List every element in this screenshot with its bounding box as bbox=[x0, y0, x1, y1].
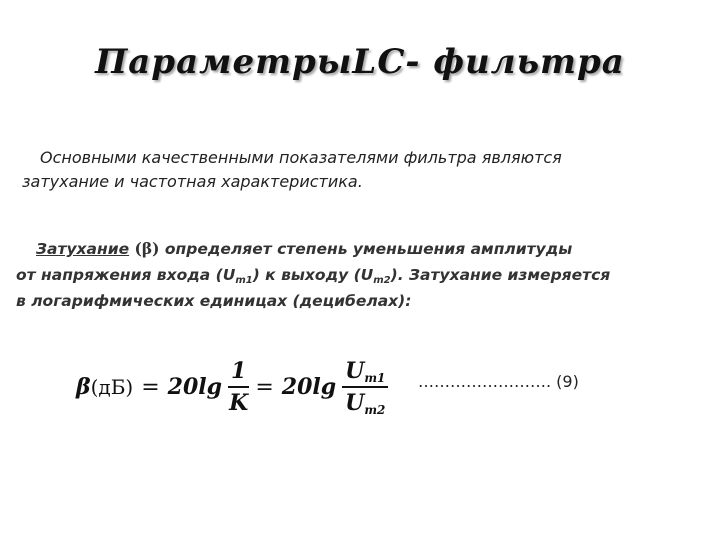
term-attenuation: Затухание bbox=[36, 240, 130, 258]
para-line-1 bbox=[16, 236, 706, 262]
formula-coef-1: 20lg bbox=[167, 374, 223, 400]
attenuation-formula bbox=[76, 352, 394, 422]
formula-coef-2: 20lg bbox=[281, 374, 337, 400]
para-line-1-text: определяет степень уменьшения амплитуды bbox=[164, 240, 573, 258]
title-word-parameters: Параметры bbox=[95, 42, 353, 82]
formula-eq-2: = bbox=[255, 374, 274, 400]
formula-eq-1: = bbox=[141, 374, 160, 400]
frac2-num-u: U bbox=[345, 358, 365, 384]
frac2-num-sub: m1 bbox=[364, 371, 386, 385]
frac2-denominator bbox=[345, 388, 385, 416]
formula-beta: β bbox=[76, 374, 91, 400]
intro-line-1: Основными качественными показателями фильтра являются bbox=[40, 148, 562, 167]
frac2-numerator bbox=[342, 358, 388, 388]
frac2-den-u: U bbox=[345, 390, 365, 416]
para-line-3: в логарифмических единицах (децибелах): bbox=[16, 292, 412, 310]
sub-m2: m2 bbox=[373, 275, 391, 286]
title-word-filter: фильтра bbox=[433, 42, 625, 82]
formula-fraction-2 bbox=[342, 358, 388, 416]
slide-title bbox=[0, 42, 720, 82]
intro-paragraph bbox=[22, 146, 682, 194]
attenuation-paragraph bbox=[16, 236, 706, 314]
intro-line-2: затухание и частотная характеристика. bbox=[22, 172, 363, 191]
sub-m1: m1 bbox=[235, 275, 253, 286]
frac1-denominator: K bbox=[229, 390, 249, 416]
title-lc: LC- bbox=[352, 42, 421, 82]
equation-number: ……………………. (9) bbox=[418, 372, 579, 391]
para-line-2-b: ) к выходу (U bbox=[252, 266, 374, 284]
para-line-2-a: от напряжения входа (U bbox=[16, 266, 236, 284]
frac1-numerator: 1 bbox=[228, 358, 249, 388]
formula-fraction-1 bbox=[228, 358, 249, 416]
beta-symbol: (β) bbox=[134, 239, 160, 258]
frac2-den-sub: m2 bbox=[364, 403, 386, 417]
formula-unit: (дБ) bbox=[90, 375, 134, 399]
para-line-2 bbox=[16, 262, 706, 288]
para-line-2-c: ). Затухание измеряется bbox=[390, 266, 611, 284]
